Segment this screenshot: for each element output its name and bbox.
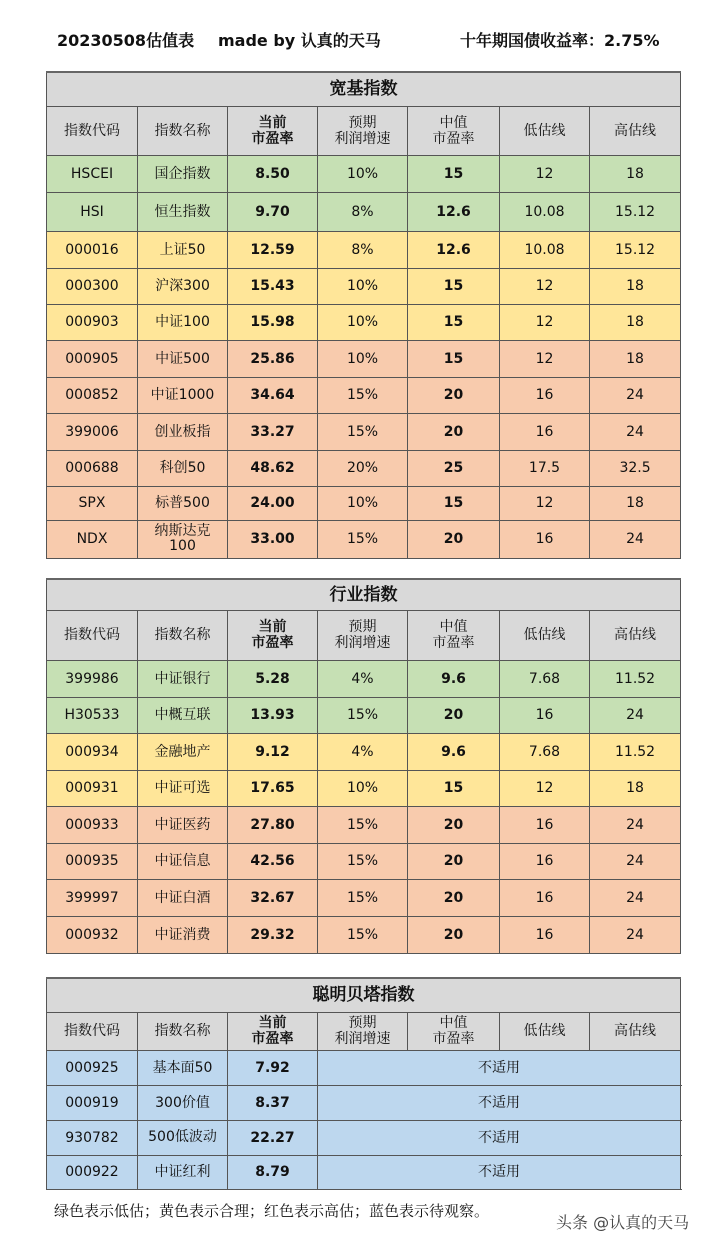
cell-name: 中证100	[138, 304, 228, 340]
cell-growth: 15%	[318, 413, 408, 450]
broad-index-table	[46, 71, 681, 559]
cell-name: 上证50	[138, 231, 228, 268]
table-row	[47, 1120, 681, 1155]
cell-pe: 27.80	[228, 806, 318, 843]
col-high: 高估线	[590, 610, 681, 660]
cell-name: 国企指数	[138, 155, 228, 192]
bond-yield: 十年期国债收益率：2.75%	[460, 31, 660, 50]
cell-code: 000903	[47, 304, 138, 340]
cell-pe: 15.98	[228, 304, 318, 340]
cell-code: 000925	[47, 1050, 138, 1085]
table-row	[47, 520, 681, 558]
cell-low: 12	[500, 770, 590, 806]
cell-high: 32.5	[590, 450, 681, 486]
cell-pe: 8.37	[228, 1085, 318, 1120]
cell-pe: 8.79	[228, 1155, 318, 1189]
cell-growth: 15%	[318, 879, 408, 916]
cell-name: 恒生指数	[138, 192, 228, 231]
table-row	[47, 806, 681, 843]
col-low: 低估线	[500, 106, 590, 155]
cell-high: 24	[590, 697, 681, 733]
industry-index-table	[46, 578, 681, 954]
author-credit: made by 认真的天马	[218, 31, 381, 50]
col-pe: 当前 市盈率	[228, 1012, 318, 1050]
cell-code: 000933	[47, 806, 138, 843]
cell-median: 15	[408, 304, 500, 340]
cell-code: 000919	[47, 1085, 138, 1120]
cell-median: 25	[408, 450, 500, 486]
cell-low: 16	[500, 697, 590, 733]
cell-low: 7.68	[500, 660, 590, 697]
cell-growth: 4%	[318, 733, 408, 770]
cell-code: 000922	[47, 1155, 138, 1189]
cell-median: 15	[408, 268, 500, 304]
cell-high: 18	[590, 340, 681, 377]
cell-high: 24	[590, 520, 681, 558]
table-row	[47, 770, 681, 806]
col-median: 中值 市盈率	[408, 1012, 500, 1050]
cell-high: 18	[590, 304, 681, 340]
cell-growth: 10%	[318, 155, 408, 192]
table-row	[47, 843, 681, 879]
table-row	[47, 413, 681, 450]
table-row	[47, 879, 681, 916]
watermark: 头条 @认真的天马	[556, 1213, 690, 1232]
cell-high: 18	[590, 155, 681, 192]
cell-median: 20	[408, 413, 500, 450]
cell-growth: 4%	[318, 660, 408, 697]
cell-name: 中证信息	[138, 843, 228, 879]
cell-high: 24	[590, 879, 681, 916]
cell-name: 科创50	[138, 450, 228, 486]
cell-name: 标普500	[138, 486, 228, 520]
col-pe: 当前 市盈率	[228, 610, 318, 660]
cell-pe: 9.12	[228, 733, 318, 770]
col-high: 高估线	[590, 1012, 681, 1050]
cell-low: 16	[500, 413, 590, 450]
cell-low: 10.08	[500, 192, 590, 231]
cell-code: 930782	[47, 1120, 138, 1155]
cell-pe: 5.28	[228, 660, 318, 697]
cell-low: 12	[500, 304, 590, 340]
cell-growth: 15%	[318, 520, 408, 558]
cell-growth: 10%	[318, 304, 408, 340]
cell-pe: 22.27	[228, 1120, 318, 1155]
cell-growth: 15%	[318, 697, 408, 733]
col-name: 指数名称	[138, 106, 228, 155]
cell-code: H30533	[47, 697, 138, 733]
cell-high: 18	[590, 770, 681, 806]
cell-name: 中证可选	[138, 770, 228, 806]
cell-low: 16	[500, 879, 590, 916]
cell-code: NDX	[47, 520, 138, 558]
table-row	[47, 377, 681, 413]
cell-high: 18	[590, 486, 681, 520]
cell-growth: 20%	[318, 450, 408, 486]
cell-median: 20	[408, 916, 500, 953]
cell-name: 中概互联	[138, 697, 228, 733]
cell-name: 中证1000	[138, 377, 228, 413]
cell-low: 16	[500, 377, 590, 413]
cell-high: 24	[590, 413, 681, 450]
cell-pe: 32.67	[228, 879, 318, 916]
cell-growth: 10%	[318, 340, 408, 377]
cell-pe: 25.86	[228, 340, 318, 377]
cell-pe: 29.32	[228, 916, 318, 953]
cell-growth: 8%	[318, 192, 408, 231]
cell-median: 12.6	[408, 231, 500, 268]
cell-high: 15.12	[590, 192, 681, 231]
cell-name: 500低波动	[138, 1120, 228, 1155]
cell-code: 000935	[47, 843, 138, 879]
cell-low: 16	[500, 520, 590, 558]
cell-high: 11.52	[590, 733, 681, 770]
table-row	[47, 268, 681, 304]
cell-pe: 13.93	[228, 697, 318, 733]
cell-median: 15	[408, 486, 500, 520]
cell-median: 20	[408, 697, 500, 733]
col-name: 指数名称	[138, 610, 228, 660]
col-code: 指数代码	[47, 106, 138, 155]
cell-code: 000016	[47, 231, 138, 268]
table-row	[47, 733, 681, 770]
cell-not-applicable: 不适用	[318, 1050, 681, 1085]
col-low: 低估线	[500, 610, 590, 660]
col-low: 低估线	[500, 1012, 590, 1050]
cell-pe: 48.62	[228, 450, 318, 486]
cell-low: 10.08	[500, 231, 590, 268]
cell-code: HSCEI	[47, 155, 138, 192]
cell-high: 18	[590, 268, 681, 304]
table-row	[47, 450, 681, 486]
cell-not-applicable: 不适用	[318, 1155, 681, 1189]
table-row	[47, 1085, 681, 1120]
cell-name: 沪深300	[138, 268, 228, 304]
cell-pe: 24.00	[228, 486, 318, 520]
cell-growth: 8%	[318, 231, 408, 268]
table-title: 聪明贝塔指数	[47, 978, 681, 1012]
table-row	[47, 340, 681, 377]
cell-high: 15.12	[590, 231, 681, 268]
cell-pe: 12.59	[228, 231, 318, 268]
cell-low: 16	[500, 916, 590, 953]
cell-pe: 7.92	[228, 1050, 318, 1085]
cell-median: 20	[408, 879, 500, 916]
cell-growth: 10%	[318, 486, 408, 520]
cell-growth: 10%	[318, 268, 408, 304]
cell-low: 7.68	[500, 733, 590, 770]
cell-code: 399997	[47, 879, 138, 916]
cell-name: 基本面50	[138, 1050, 228, 1085]
cell-name: 创业板指	[138, 413, 228, 450]
cell-not-applicable: 不适用	[318, 1085, 681, 1120]
cell-pe: 34.64	[228, 377, 318, 413]
cell-code: 000932	[47, 916, 138, 953]
cell-name: 中证白酒	[138, 879, 228, 916]
col-growth: 预期 利润增速	[318, 610, 408, 660]
cell-low: 12	[500, 486, 590, 520]
cell-low: 12	[500, 155, 590, 192]
cell-median: 9.6	[408, 733, 500, 770]
color-legend: 绿色表示低估；黄色表示合理；红色表示高估；蓝色表示待观察。	[54, 1202, 490, 1220]
cell-code: 000852	[47, 377, 138, 413]
cell-low: 12	[500, 340, 590, 377]
cell-code: 000300	[47, 268, 138, 304]
col-name: 指数名称	[138, 1012, 228, 1050]
cell-median: 9.6	[408, 660, 500, 697]
cell-low: 16	[500, 806, 590, 843]
cell-growth: 15%	[318, 806, 408, 843]
col-code: 指数代码	[47, 610, 138, 660]
cell-pe: 42.56	[228, 843, 318, 879]
cell-pe: 33.00	[228, 520, 318, 558]
cell-low: 16	[500, 843, 590, 879]
cell-growth: 15%	[318, 916, 408, 953]
cell-code: HSI	[47, 192, 138, 231]
cell-name: 中证银行	[138, 660, 228, 697]
cell-median: 20	[408, 843, 500, 879]
cell-name: 300价值	[138, 1085, 228, 1120]
cell-pe: 33.27	[228, 413, 318, 450]
cell-low: 17.5	[500, 450, 590, 486]
cell-code: 399986	[47, 660, 138, 697]
cell-pe: 9.70	[228, 192, 318, 231]
cell-median: 20	[408, 377, 500, 413]
sheet-title: 20230508估值表	[57, 31, 195, 50]
cell-code: 000688	[47, 450, 138, 486]
cell-code: 399006	[47, 413, 138, 450]
cell-pe: 15.43	[228, 268, 318, 304]
col-growth: 预期 利润增速	[318, 1012, 408, 1050]
cell-high: 24	[590, 377, 681, 413]
table-row	[47, 1050, 681, 1085]
cell-growth: 15%	[318, 377, 408, 413]
cell-median: 15	[408, 155, 500, 192]
cell-code: SPX	[47, 486, 138, 520]
table-row	[47, 155, 681, 192]
col-pe: 当前 市盈率	[228, 106, 318, 155]
table-row	[47, 697, 681, 733]
table-row	[47, 1155, 681, 1189]
col-growth: 预期 利润增速	[318, 106, 408, 155]
table-title: 行业指数	[47, 579, 681, 610]
cell-code: 000931	[47, 770, 138, 806]
table-row	[47, 231, 681, 268]
cell-median: 20	[408, 806, 500, 843]
cell-code: 000934	[47, 733, 138, 770]
cell-name: 金融地产	[138, 733, 228, 770]
column-header-row	[47, 610, 681, 660]
col-median: 中值 市盈率	[408, 610, 500, 660]
table-row	[47, 304, 681, 340]
cell-name: 中证消费	[138, 916, 228, 953]
smart-beta-table	[46, 977, 681, 1190]
column-header-row	[47, 106, 681, 155]
cell-name: 中证500	[138, 340, 228, 377]
cell-not-applicable: 不适用	[318, 1120, 681, 1155]
cell-growth: 10%	[318, 770, 408, 806]
table-title: 宽基指数	[47, 72, 681, 106]
column-header-row	[47, 1012, 681, 1050]
cell-low: 12	[500, 268, 590, 304]
cell-median: 12.6	[408, 192, 500, 231]
cell-high: 11.52	[590, 660, 681, 697]
table-row	[47, 192, 681, 231]
cell-name: 中证红利	[138, 1155, 228, 1189]
col-high: 高估线	[590, 106, 681, 155]
cell-code: 000905	[47, 340, 138, 377]
table-row	[47, 916, 681, 953]
cell-name: 纳斯达克 100	[138, 520, 228, 558]
cell-growth: 15%	[318, 843, 408, 879]
table-row	[47, 486, 681, 520]
cell-high: 24	[590, 916, 681, 953]
col-median: 中值 市盈率	[408, 106, 500, 155]
cell-median: 20	[408, 520, 500, 558]
cell-high: 24	[590, 843, 681, 879]
col-code: 指数代码	[47, 1012, 138, 1050]
cell-high: 24	[590, 806, 681, 843]
table-row	[47, 660, 681, 697]
cell-median: 15	[408, 770, 500, 806]
cell-median: 15	[408, 340, 500, 377]
cell-pe: 17.65	[228, 770, 318, 806]
cell-name: 中证医药	[138, 806, 228, 843]
cell-pe: 8.50	[228, 155, 318, 192]
